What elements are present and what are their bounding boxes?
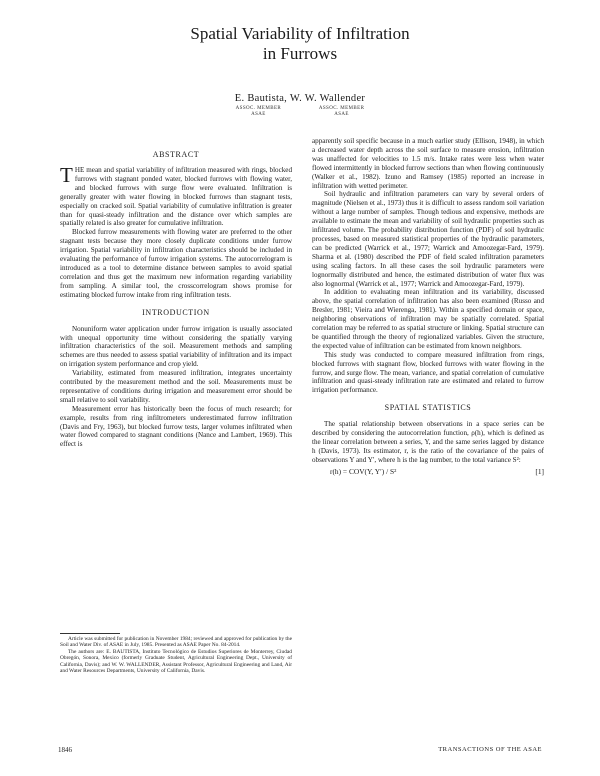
intro-paragraph-3: Measurement error has historically been the focus of much research; for example, results from ring infiltrometers underestimated furrow infiltration (Davis and Fry, 1963), but blocked furrow tests, larger volumes infiltrated when water flowed compared to stagnant conditions (Nance and Lambert, 1969). This effect is — [60, 404, 292, 449]
right-column — [312, 137, 544, 481]
article-title — [0, 24, 600, 64]
footnote-authors: The authors are: E. BAUTISTA, Instituto Tecnológico de Estudios Superiores de Monterrey, Ciudad Obregón, Sonora, Mexico (formerly Graduate Student, Agricultural Engineering Dept., University of California, Davis); and W. W. WALLENDER, Assistant Professor, Agricultural Engineering and Land, Air and Water Resources Departments, University of California, Davis. — [60, 648, 292, 675]
author2-membership: ASSOC. MEMBER ASAE — [318, 106, 365, 117]
equation-1 — [312, 468, 544, 481]
abstract-p1-text: HE mean and spatial variability of infiltration measured with rings, blocked furrows with stagnant ponded water, blocked furrows with flowing water, and blocked furrows with surge flow were evaluated. Infiltration is generally greater with water flowing in blocked furrows than stagnant tests, especially on cracked soil. Spatial variability of cumulative infiltration is greater than for quasi-steady infiltration and the distance over which samples are spatially related is also greater for cumulative infiltration. — [60, 166, 292, 228]
equation-body: r(h) = COV(Y, Y′) / S² — [330, 466, 397, 476]
right-paragraph-4: This study was conducted to compare measured infiltration from rings, blocked furrows with stagnant flow, blocked furrows with water flowing in the furrow, and surge flow. The mean, variance, and spatial correlation of cumulative infiltration and quasi-steady infiltration rate are estimated and related to furrow irrigation performance. — [312, 350, 544, 395]
page-number: 1846 — [58, 746, 72, 754]
intro-paragraph-2: Variability, estimated from measured infiltration, integrates uncertainty contributed by the measurement method and the soil. Measurements must be representative of conditions during irrigation and measurement error should be small relative to soil variability. — [60, 369, 292, 404]
title-line-2: in Furrows — [262, 44, 338, 63]
intro-paragraph-1: Nonuniform water application under furrow irrigation is usually associated with unequal opportunity time without considering the spatially varying infiltration characteristics of the soil. Measurement methods and sampling schemes are thus needed to assess spatial variability of infiltration and its impact on irrigation system performance and crop yield. — [60, 324, 292, 369]
footnote-submission: Article was submitted for publication in November 1984; reviewed and approved for publication by the Soil and Water Div. of ASAE in July, 1985. Presented as ASAE Paper No. 84-2014. — [60, 636, 292, 649]
spatial-statistics-heading: SPATIAL STATISTICS — [384, 403, 472, 413]
equation-number: [1] — [535, 466, 544, 476]
right-paragraph-1: apparently soil specific because in a much earlier study (Ellison, 1948), in which a decreased water depth across the soil surface to measure erosion, infiltration was unaffected for velocities to 1.5 m/s. Intake rates were less when water flowed intermittently in blocked furrow sections than when flowing continuously (Walker et al., 1982). Izuno and Ramsey (1985) reported an increase in infiltration with wetted perimeter. — [312, 137, 544, 190]
right-paragraph-2: Soil hydraulic and infiltration parameters can vary by several orders of magnitude (Nielsen et al., 1973) thus it is difficult to assess random soil variation without a large number of samples. Though tedious and expensive, methods are available to estimate the mean and variability of soil hydraulic properties such as infiltrated volume. The probability distribution function (PDF) of soil hydraulic processes, based on measured statistical properties of the hydraulic parameters, can be predicted (Warrick et al., 1977; Warrick and Amoozegar-Fard, 1979). Sharma et al. (1980) described the PDF of field scaled infiltration parameters using scaling factors. In all these cases the soil hydraulic parameters were lognormally distributed and hence, the estimated distribution of water flux was also lognormal (Warrick et al., 1977; Warrick and Amoozegar-Fard, 1979). — [312, 190, 544, 288]
footnotes — [60, 636, 292, 674]
abstract-heading: ABSTRACT — [152, 150, 200, 159]
title-line-1: Spatial Variability of Infiltration — [190, 24, 410, 43]
left-column — [60, 150, 292, 449]
right-paragraph-5: The spatial relationship between observations in a space series can be described by considering the autocorrelation function, ρ(h), which is defined as the linear correlation between a series, Y, and the same series lagged by distance h (Davis, 1973). Its estimator, r, is the ratio of the covariance of the pairs of observations Y and Y′, where h is the lag number, to the total variance S²: — [312, 420, 544, 464]
author-names: E. Bautista, W. W. Wallender — [234, 93, 366, 104]
author1-membership: ASSOC. MEMBER ASAE — [235, 106, 282, 117]
footnote-divider — [60, 633, 120, 634]
introduction-heading: INTRODUCTION — [142, 307, 210, 317]
abstract-paragraph-1 — [60, 163, 292, 228]
right-paragraph-3: In addition to evaluating mean infiltration and its variability, discussed above, the spatial correlation of infiltration has also been examined (Russo and Bresler, 1981; Vieira and Wierenga, 1981). Within a specified domain or space, neighboring observations of infiltration may be spatially correlated. Spatial correlation may be referred to as spatial structure or linking. Spatial structure can be quantified through the theory of regionalized variables. Given the structure, the expected value of infiltration can be estimated from known neighbors. — [312, 288, 544, 350]
drop-cap: T — [60, 163, 73, 187]
author-memberships — [0, 106, 600, 118]
abstract-paragraph-2: Blocked furrow measurements with flowing water are preferred to the other stagnant tests because they more closely duplicate conditions under furrow irrigation. Spatial variability in infiltration characteristics should be included in evaluating the performance of furrow irrigation systems. The autocorrelogram is introduced as a tool to determine distance between samples to avoid spatial correlation and thus get the maximum new information regarding variability from sampling. A similar tool, the crosscorrelogram shows promise for estimating blocked furrow intake from ring infiltration tests. — [60, 228, 292, 299]
journal-name: TRANSACTIONS OF THE ASAE — [438, 746, 542, 753]
